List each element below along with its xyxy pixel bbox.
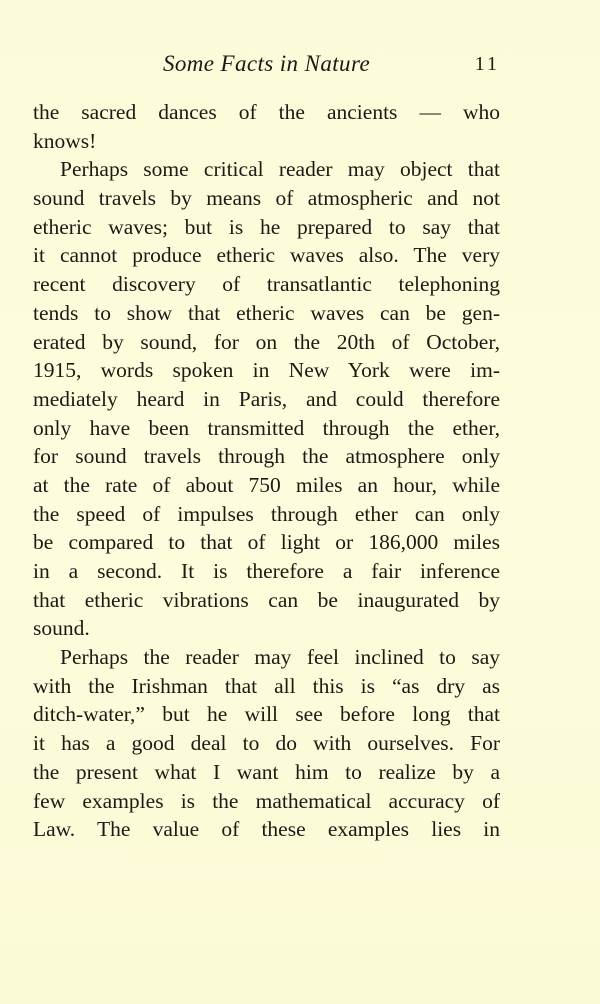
text-line: only have been transmitted through the ether, — [33, 415, 500, 440]
text-line: Law. The value of these examples lies in — [33, 817, 500, 842]
text-line: sound. — [33, 616, 90, 641]
text-line: that etheric vibrations can be inaugurated by — [33, 587, 500, 612]
paragraph-first-line: Perhaps some critical reader may object that — [60, 157, 500, 182]
text-line: knows! — [33, 128, 97, 153]
text-line: at the rate of about 750 miles an hour, while — [33, 472, 500, 497]
text-line: ditch-water,” but he will see before long that — [33, 702, 500, 727]
text-line: erated by sound, for on the 20th of October, — [33, 329, 500, 354]
text-line: sound travels by means of atmospheric and not — [33, 186, 500, 211]
text-line: few examples is the mathematical accuracy of — [33, 788, 500, 813]
text-line: mediately heard in Paris, and could therefore — [33, 386, 500, 411]
text-line: for sound travels through the atmosphere only — [33, 444, 500, 469]
text-line: with the Irishman that all this is “as dry as — [33, 673, 500, 698]
text-line: in a second. It is therefore a fair inference — [33, 559, 500, 583]
paragraph-first-line: Perhaps the reader may feel inclined to say — [60, 645, 500, 670]
text-line: recent discovery of transatlantic telephoning — [33, 272, 500, 297]
text-line: 1915, words spoken in New York were im- — [33, 358, 500, 383]
body-text — [33, 98, 500, 844]
text-line: the present what I want him to realize by a — [33, 759, 500, 784]
text-line: etheric waves; but is he prepared to say that — [33, 214, 500, 239]
text-line: be compared to that of light or 186,000 miles — [33, 530, 500, 555]
text-line: it has a good deal to do with ourselves. For — [33, 731, 500, 756]
running-head — [33, 51, 500, 81]
text-line: it cannot produce etheric waves also. The very — [33, 243, 500, 268]
text-line: the sacred dances of the ancients — who — [33, 100, 500, 124]
text-line: tends to show that etheric waves can be gen- — [33, 300, 500, 325]
running-title: Some Facts in Nature — [162, 51, 371, 76]
text-line: the speed of impulses through ether can only — [33, 501, 500, 526]
page-number: 11 — [474, 53, 500, 75]
